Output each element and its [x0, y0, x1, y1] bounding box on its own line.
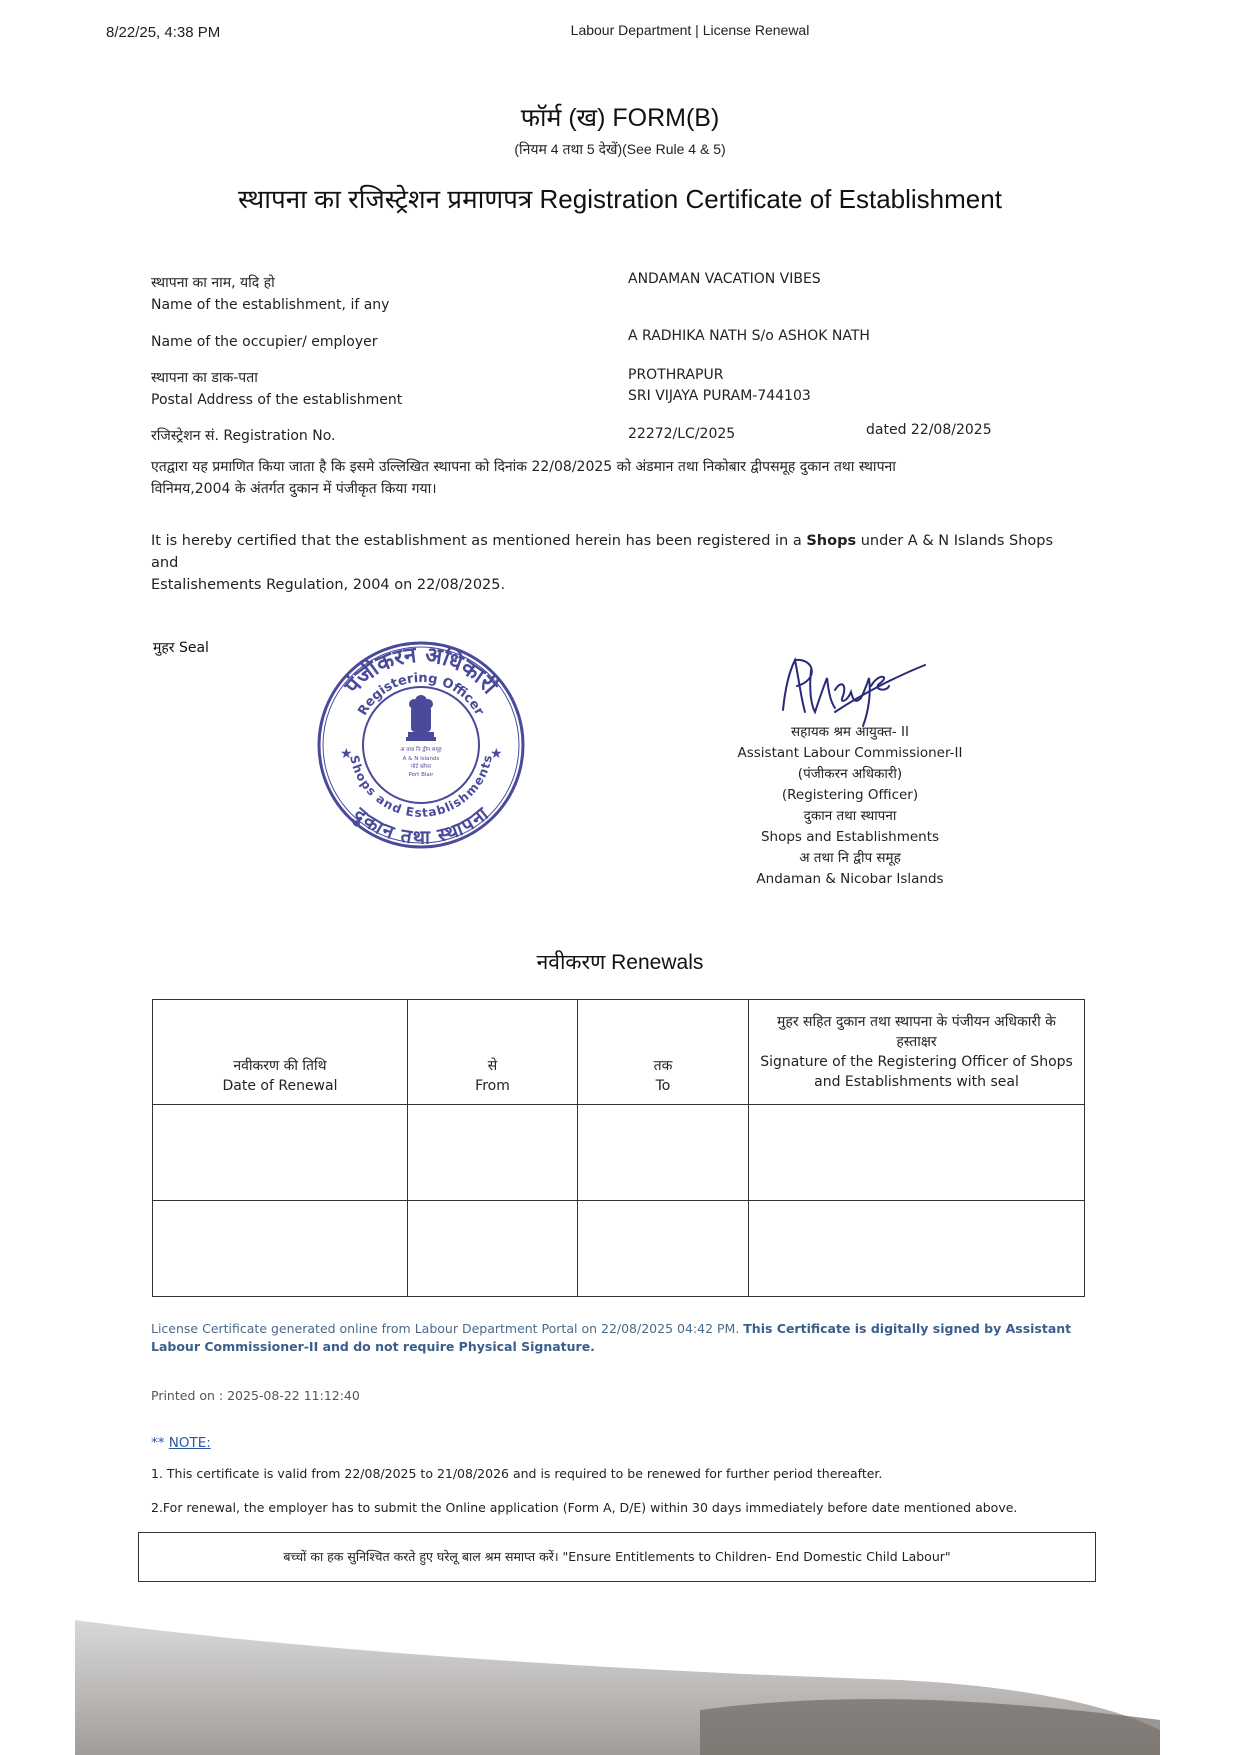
renewal-cell	[578, 1201, 749, 1297]
seal-label: मुहर Seal	[153, 640, 209, 656]
scan-shadow	[0, 1610, 1240, 1755]
certification-hindi-line2: विनिमय,2004 के अंतर्गत दुकान में पंजीकृत किया गया।	[151, 481, 437, 497]
seal-center-line2: A & N Islands	[402, 756, 440, 762]
col-from	[408, 1000, 578, 1105]
seal-star-right: ★	[490, 746, 503, 762]
col-to	[578, 1000, 749, 1105]
col4-label-hi1: मुहर सहित दुकान तथा स्थापना के पंजीयन अधिकारी के	[777, 1014, 1056, 1030]
certification-prefix: It is hereby certified that the establishment as mentioned herein has been registered in a	[151, 533, 807, 549]
generation-notice-line2	[151, 1338, 1091, 1356]
note-1: 1. This certificate is valid from 22/08/2025 to 21/08/2026 and is required to be renewed for further period thereafter.	[151, 1466, 883, 1481]
renewal-cell	[578, 1105, 749, 1201]
signatory-line2: Assistant Labour Commissioner-II	[737, 745, 963, 761]
address-label-hi: स्थापना का डाक-पता	[151, 370, 258, 386]
renewals-title: नवीकरण Renewals	[536, 951, 704, 974]
renewal-row	[153, 1201, 1085, 1297]
renewal-cell	[153, 1105, 408, 1201]
renewal-cell	[749, 1105, 1085, 1201]
signatory-line6: Shops and Establishments	[760, 829, 940, 845]
digital-sign-text-1: This Certificate is digitally signed by Assistant	[743, 1321, 1072, 1336]
renewal-cell	[408, 1201, 578, 1297]
seal-outer-text: पंजीकरन अधिकारी	[340, 642, 502, 700]
form-title: फॉर्म (ख) FORM(B)	[520, 104, 720, 132]
col1-label-hi: नवीकरण की तिथि	[233, 1058, 327, 1074]
reg-value: 22272/LC/2025	[628, 426, 736, 442]
print-timestamp: 8/22/25, 4:38 PM	[106, 24, 221, 41]
certification-hindi	[151, 456, 1081, 500]
address-label-en: Postal Address of the establishment	[151, 392, 403, 408]
occupier-label: Name of the occupier/ employer	[151, 334, 378, 350]
emblem-icon	[406, 695, 436, 741]
signatory-line3: (पंजीकरन अधिकारी)	[797, 766, 903, 782]
signatory-block	[720, 722, 980, 890]
seal-inner-bottom: Shops and Establishments	[347, 753, 495, 820]
col1-label-en: Date of Renewal	[222, 1078, 338, 1094]
seal-center-line1: अ तथा नि द्वीप समूह	[400, 747, 442, 753]
certification-category: Shops	[806, 533, 857, 549]
printed-on: Printed on : 2025-08-22 11:12:40	[151, 1388, 360, 1403]
col4-label-en1: Signature of the Registering Officer of Shops	[760, 1054, 1073, 1070]
renewals-header-row	[153, 1000, 1085, 1105]
est-name-label-en: Name of the establishment, if any	[151, 297, 390, 313]
col4-label-hi2: हस्ताक्षर	[896, 1034, 937, 1050]
page-title: Labour Department | License Renewal	[570, 22, 810, 38]
address-line1: PROTHRAPUR	[628, 367, 724, 383]
col2-label-en: From	[475, 1078, 510, 1094]
col3-label-hi: तक	[653, 1058, 673, 1074]
certification-english-line1	[151, 530, 1081, 574]
official-seal	[316, 640, 526, 850]
certification-suffix: under A & N Islands Shops and	[151, 533, 1054, 571]
signatory-line4: (Registering Officer)	[781, 787, 919, 803]
generation-notice-line1	[151, 1320, 1091, 1338]
note-heading	[151, 1435, 211, 1451]
signatory-line7: अ तथा नि द्वीप समूह	[799, 850, 901, 866]
renewal-cell	[749, 1201, 1085, 1297]
renewals-table	[152, 999, 1085, 1297]
renewal-row	[153, 1105, 1085, 1201]
certification-english-line2: Estalishements Regulation, 2004 on 22/08/2025.	[151, 577, 506, 593]
col-date-of-renewal	[153, 1000, 408, 1105]
renewal-cell	[408, 1105, 578, 1201]
renewal-cell	[153, 1201, 408, 1297]
col2-label-hi: से	[487, 1058, 498, 1074]
note-title: NOTE:	[168, 1435, 211, 1451]
certification-english	[151, 530, 1081, 596]
seal-center-line4: Port Blair	[408, 772, 434, 778]
seal-outer-bottom: दुकान तथा स्थापना	[349, 803, 493, 849]
certificate-title: स्थापना का रजिस्ट्रेशन प्रमाणपत्र Registration Certificate of Establishment	[238, 184, 1002, 214]
seal-inner-top: Registering Officer	[355, 670, 487, 719]
note-2: 2.For renewal, the employer has to submit the Online application (Form A, D/E) within 30 days immediately before date mentioned above.	[151, 1500, 1018, 1515]
signatory-line5: दुकान तथा स्थापना	[803, 808, 897, 824]
col3-label-en: To	[655, 1078, 671, 1094]
signatory-line1: सहायक श्रम आयुक्त- II	[791, 724, 909, 740]
note-stars: **	[151, 1435, 169, 1451]
col4-label-en2: and Establishments with seal	[814, 1074, 1019, 1090]
form-subtitle: (नियम 4 तथा 5 देखें)(See Rule 4 & 5)	[514, 141, 726, 157]
seal-center-line3: पोर्ट ब्लेयर	[410, 764, 432, 770]
est-name-label-hi: स्थापना का नाम, यदि हो	[151, 275, 275, 291]
signatory-line8: Andaman & Nicobar Islands	[756, 871, 944, 887]
awareness-banner: बच्चों का हक सुनिश्चित करते हुए घरेलू बाल श्रम समाप्त करें। "Ensure Entitlements to Children- End Domestic Child Labour"	[138, 1532, 1096, 1582]
digital-sign-text-2: Labour Commissioner-II and do not require Physical Signature.	[151, 1339, 595, 1354]
generated-text: License Certificate generated online from Labour Department Portal on 22/08/2025 04:42 PM.	[151, 1321, 744, 1336]
certification-hindi-line1: एतद्वारा यह प्रमाणित किया जाता है कि इसमे उल्लिखित स्थापना को दिनांक 22/08/2025 को अंडमान तथा निकोबार द्वीपसमूह दुकान तथा स्थापना	[151, 459, 896, 475]
reg-date: dated 22/08/2025	[866, 422, 992, 438]
seal-star-left: ★	[340, 746, 353, 762]
reg-label: रजिस्ट्रेशन सं. Registration No.	[151, 428, 336, 444]
generation-notice	[151, 1320, 1091, 1356]
signature-image	[775, 650, 935, 730]
address-line2: SRI VIJAYA PURAM-744103	[628, 388, 811, 404]
occupier-value: A RADHIKA NATH S/o ASHOK NATH	[628, 328, 870, 344]
col-signature	[749, 1000, 1085, 1105]
est-name-value: ANDAMAN VACATION VIBES	[628, 271, 821, 287]
